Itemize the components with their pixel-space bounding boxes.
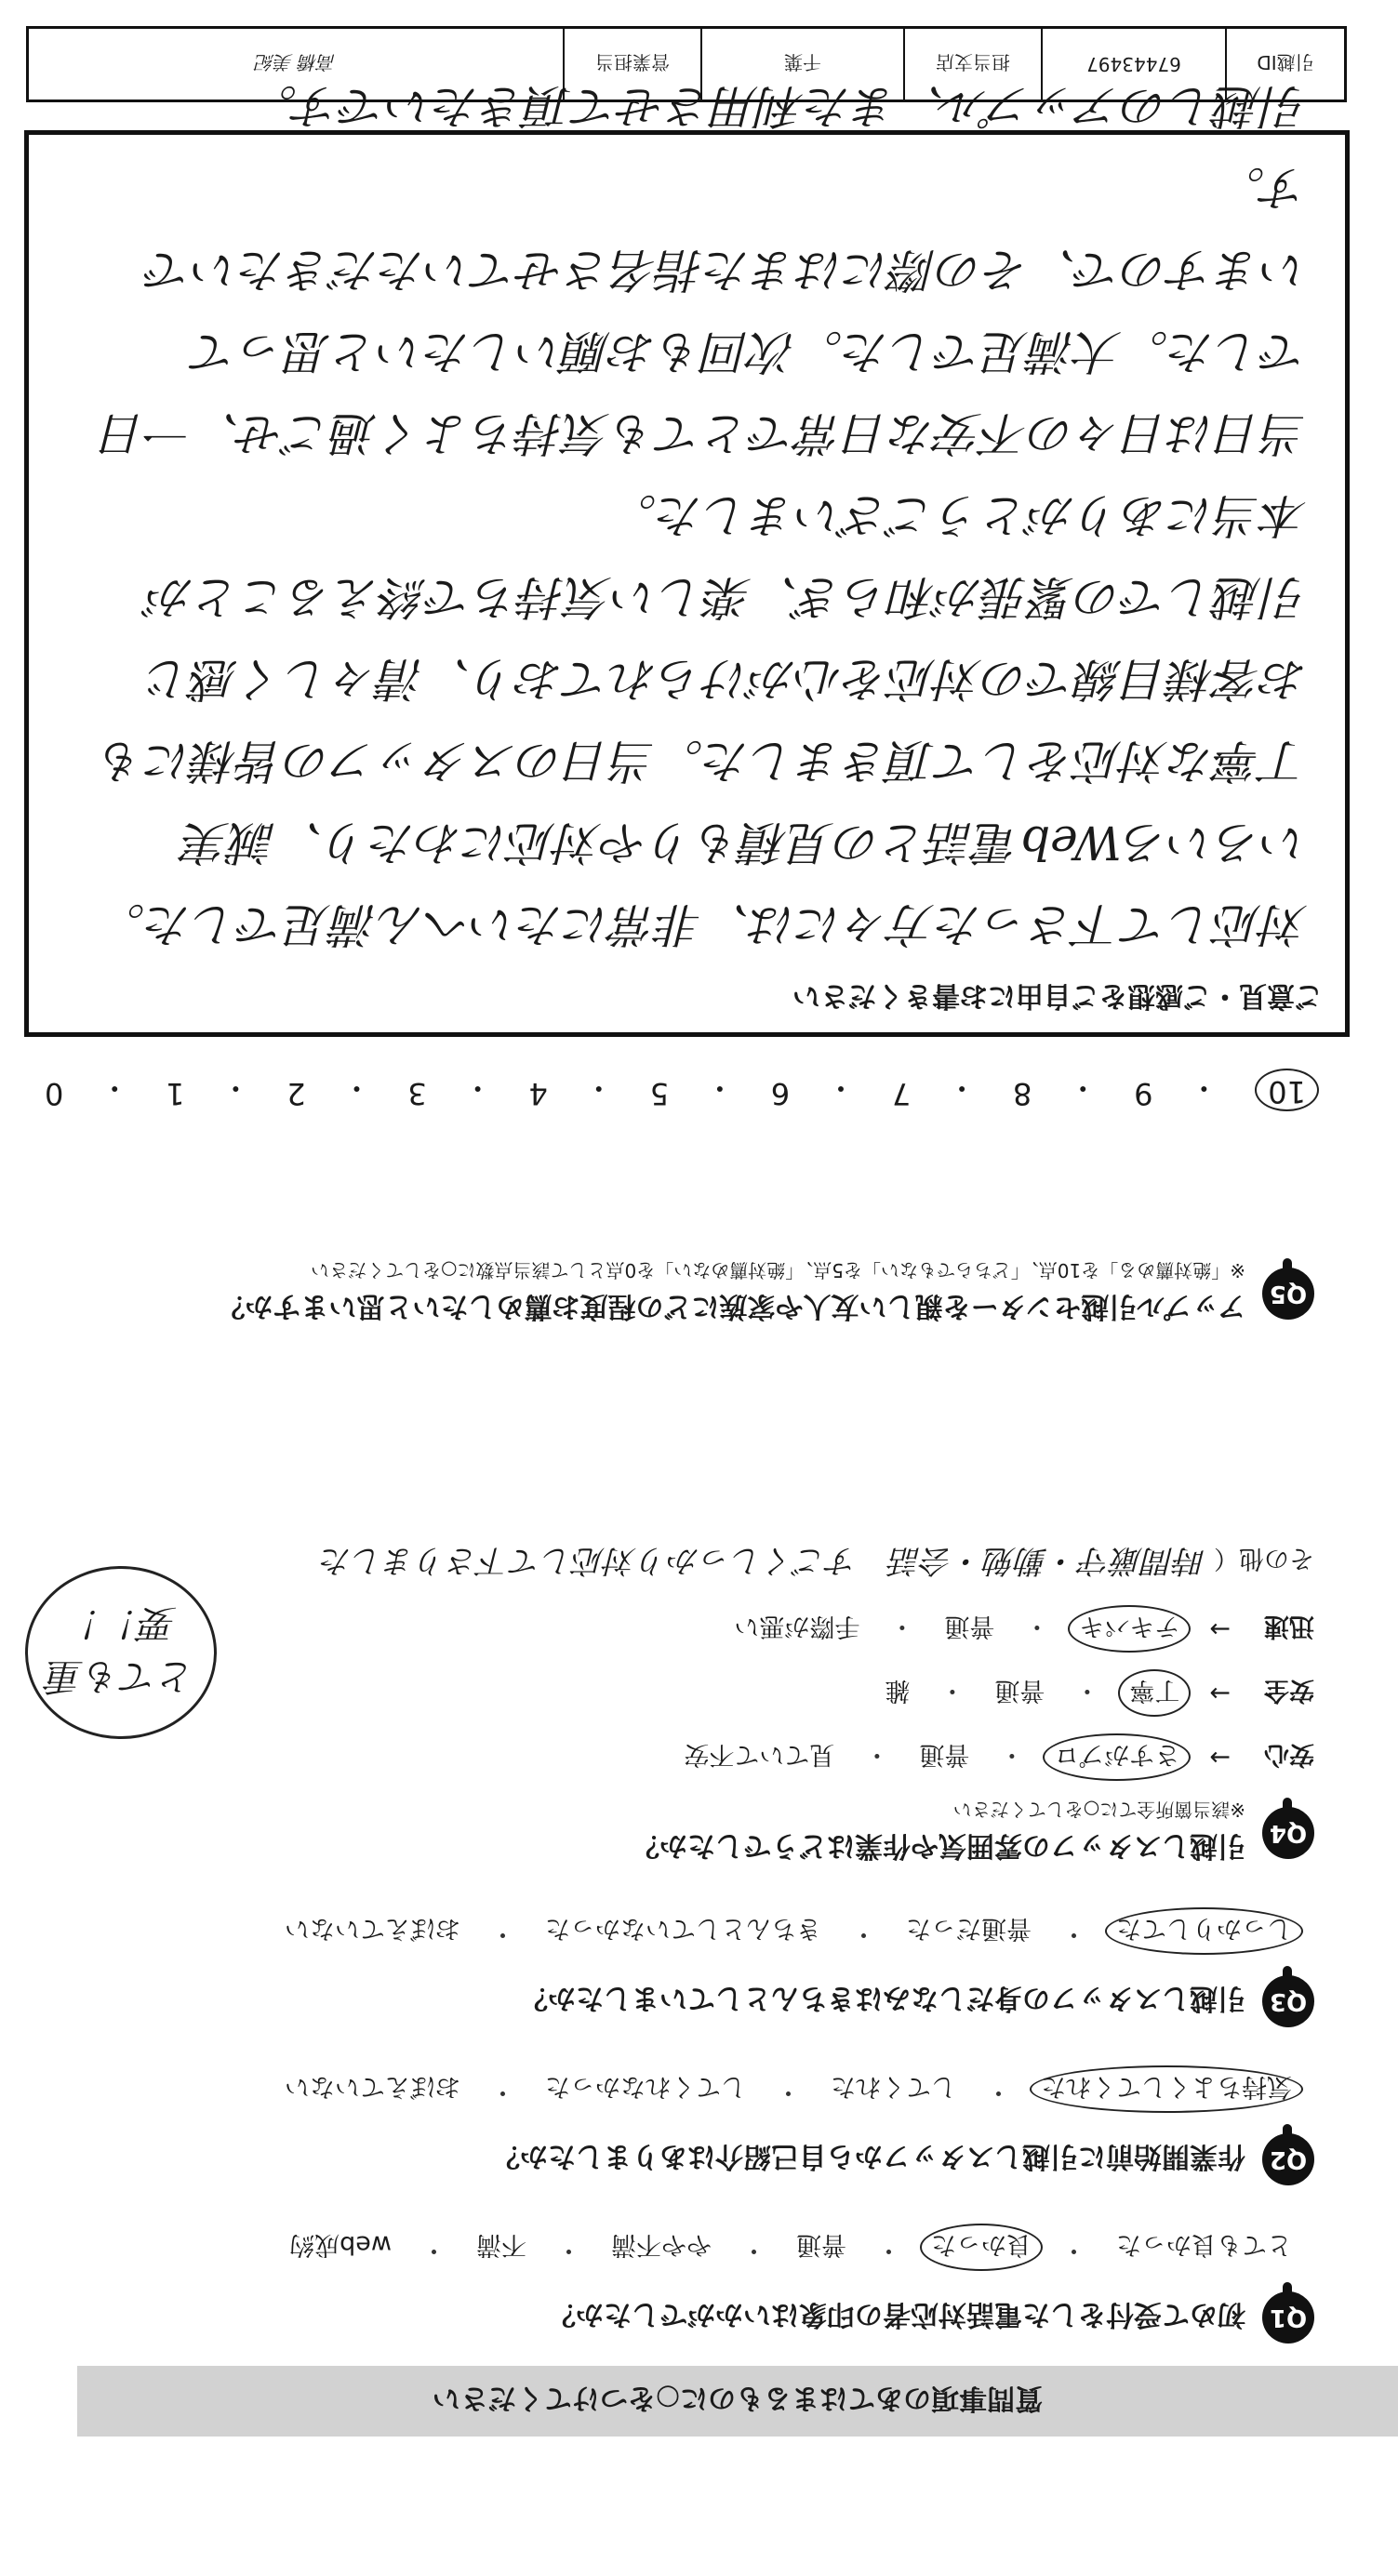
scale-point[interactable]: 6	[770, 1076, 791, 1111]
q4-option[interactable]: 雑	[885, 1676, 911, 1705]
scale-point[interactable]: 1	[166, 1076, 185, 1111]
q1-option[interactable]: 不満	[476, 2230, 526, 2259]
option-separator: ・	[776, 2078, 801, 2106]
speech-bubble-text: とても重要！！	[47, 1601, 195, 1697]
comment-line: でした。大満足でした。次回もお願いしたいと思って	[192, 325, 1308, 378]
q1-option[interactable]: 普通	[796, 2230, 846, 2259]
scale-separator: ・	[462, 1070, 493, 1106]
q2-option[interactable]: してくれなかった	[545, 2072, 746, 2101]
q4-row	[59, 1605, 1314, 1653]
arrow-right-icon: →	[1209, 1743, 1231, 1772]
q2-text: 作業開始前に引越しスタッフから自己紹介はありましたか？	[492, 2140, 1245, 2172]
option-separator: ・	[1074, 1676, 1100, 1705]
option-separator: ・	[889, 1612, 915, 1640]
question-3	[59, 1907, 1314, 2027]
q4-option[interactable]: さすがプロ	[1043, 1733, 1191, 1781]
q4-option[interactable]: 丁寧	[1118, 1669, 1191, 1717]
q5-badge-icon: Q5	[1262, 1268, 1314, 1321]
footer-table	[26, 26, 1347, 102]
option-separator: ・	[876, 2236, 901, 2264]
q4-other-handwritten: 時間厳守・勤勉・会話 すごくしっかり対応して下さりました	[320, 1542, 1206, 1579]
option-separator: ・	[741, 2236, 766, 2264]
scale-point[interactable]: 8	[1013, 1076, 1032, 1111]
rep-value: 高橋 美紀	[255, 51, 337, 74]
question-5	[59, 1258, 1314, 1330]
q1-option[interactable]: web成約	[289, 2230, 392, 2259]
q1-option[interactable]: 良かった	[920, 2224, 1043, 2271]
comment-line: いろいろWeb電話との見積もりや対応にわたり、誠実	[183, 816, 1308, 870]
arrow-right-icon: →	[1209, 1679, 1231, 1707]
scale-separator: ・	[341, 1070, 372, 1106]
comment-line: 当日は日々の不安な日常でとても気持ちよく過ごせ、一日	[100, 406, 1308, 460]
option-separator: ・	[1024, 1612, 1050, 1640]
scale-point[interactable]: 9	[1134, 1076, 1153, 1111]
option-separator: ・	[490, 1919, 515, 1948]
scale-point[interactable]: 10	[1255, 1069, 1319, 1111]
id-value: 67443497	[1041, 29, 1225, 100]
branch-value: 千葉	[700, 29, 903, 100]
q4-badge-icon: Q4	[1262, 1808, 1314, 1860]
option-separator: ・	[986, 2078, 1011, 2106]
instruction-band: 質問事項のあてはまるものに○をつけてください	[77, 2366, 1398, 2437]
q4-note: ※該当箇所全てに○をしてください	[952, 1799, 1245, 1821]
q2-options	[59, 2065, 1314, 2113]
scale-separator: ・	[947, 1070, 978, 1106]
q4-row	[59, 1669, 1314, 1717]
scale-point[interactable]: 5	[649, 1076, 670, 1111]
option-separator: ・	[1061, 1919, 1086, 1948]
q3-option[interactable]: 普通だった	[906, 1914, 1032, 1943]
comment-line: いますので、その際にはまた指名させていただきたいです。	[146, 161, 1308, 297]
comment-line: 引越しのアップル、また利用させて頂きたいです。	[250, 79, 1308, 133]
q5-note: ※「絶対薦める」を10点、「どちらでもない」を5点、「絶対薦めない」を0点として該当点数に○をしてください	[311, 1259, 1245, 1281]
q4-other	[59, 1541, 1314, 1587]
q4-row-category: 安全	[1264, 1676, 1314, 1705]
q4-other-label: その他（	[1214, 1544, 1314, 1573]
q1-badge-icon: Q1	[1262, 2291, 1314, 2344]
q4-text: 引越しスタッフの雰囲気や作業はどうでしたか？	[632, 1829, 1245, 1862]
speech-bubble	[25, 1566, 217, 1739]
comment-line: 対応して下さった方々には、非常にたいへん満足でした。	[99, 897, 1308, 951]
question-1	[59, 2224, 1314, 2344]
option-separator: ・	[1061, 2236, 1086, 2264]
q3-badge-icon: Q3	[1262, 1975, 1314, 2027]
question-4	[59, 1541, 1314, 1869]
scale-point[interactable]: 3	[407, 1076, 427, 1111]
scale-separator: ・	[220, 1070, 251, 1106]
q4-option[interactable]: 普通	[919, 1740, 970, 1769]
option-separator: ・	[851, 1919, 876, 1948]
id-label: 引越ID	[1225, 29, 1344, 100]
question-2	[59, 2065, 1314, 2185]
q1-text: 初めて受付をした電話対応者の印象はいかがでしたか？	[548, 2298, 1245, 2330]
q4-option[interactable]: 普通	[944, 1612, 995, 1640]
option-separator: ・	[421, 2236, 446, 2264]
q2-option[interactable]: 気持ちよくしてくれた	[1030, 2065, 1303, 2113]
q3-option[interactable]: おぼえていない	[285, 1914, 460, 1943]
comments-box	[24, 79, 1350, 1037]
scale-separator: ・	[583, 1070, 614, 1106]
arrow-right-icon: →	[1209, 1614, 1231, 1643]
scale-point[interactable]: 4	[528, 1076, 548, 1111]
option-separator: ・	[556, 2236, 581, 2264]
comments-text	[66, 65, 1308, 965]
q1-option[interactable]: やや不満	[611, 2230, 712, 2259]
scale-separator: ・	[1068, 1070, 1098, 1106]
scale-separator: ・	[704, 1070, 735, 1106]
q4-option[interactable]: 手際が悪い	[734, 1612, 860, 1640]
scale-separator: ・	[1189, 1070, 1219, 1106]
comment-line: 丁寧な対応をして頂きました。当日のスタッフの皆様にも	[99, 734, 1308, 788]
scale-point[interactable]: 2	[286, 1076, 306, 1111]
option-separator: ・	[939, 1676, 965, 1705]
comment-line: お客様目線での対応を心がけられており、清々しく感じ	[145, 652, 1308, 706]
q3-text: 引越しスタッフの身だしなみはきちんとしていましたか？	[520, 1982, 1245, 2014]
q5-scale	[45, 1069, 1319, 1111]
q4-row	[59, 1733, 1314, 1781]
q3-option[interactable]: きちんとしていなかった	[545, 1914, 821, 1943]
rep-label: 営業担当	[563, 29, 700, 100]
scale-separator: ・	[826, 1070, 857, 1106]
q4-row-category: 迅速	[1264, 1612, 1314, 1640]
q4-option[interactable]: 普通	[994, 1676, 1045, 1705]
q4-option[interactable]: 見ていて不安	[684, 1740, 835, 1769]
q4-option[interactable]: テキパキ	[1068, 1605, 1191, 1653]
comment-line: 本当にありがとうございました。	[610, 488, 1308, 542]
q4-row-category: 安心	[1264, 1740, 1314, 1769]
option-separator: ・	[999, 1740, 1025, 1769]
comment-line: 引越しでの緊張が和らぎ、楽しい気持ちで終えることが	[147, 570, 1308, 624]
option-separator: ・	[490, 2078, 515, 2106]
q1-option[interactable]: とても良かった	[1116, 2230, 1292, 2259]
q2-badge-icon: Q2	[1262, 2133, 1314, 2185]
scale-point[interactable]: 0	[45, 1076, 64, 1111]
branch-label: 担当支店	[903, 29, 1041, 100]
comments-title: ご意見・ご感想をご自由にお書きください	[792, 979, 1323, 1012]
option-separator: ・	[864, 1740, 890, 1769]
q3-options	[59, 1907, 1314, 1955]
q2-option[interactable]: おぼえていない	[285, 2072, 460, 2101]
q5-text: アップル引越センターを親しい友人や家族にどの程度お薦めしたいと思いますか？	[217, 1290, 1245, 1322]
scale-point[interactable]: 7	[891, 1076, 912, 1111]
q4-rows	[59, 1605, 1314, 1781]
q2-option[interactable]: してくれた	[831, 2072, 956, 2101]
scale-separator: ・	[100, 1070, 130, 1106]
q1-options	[59, 2224, 1314, 2271]
q3-option[interactable]: しっかりしてた	[1105, 1907, 1303, 1955]
